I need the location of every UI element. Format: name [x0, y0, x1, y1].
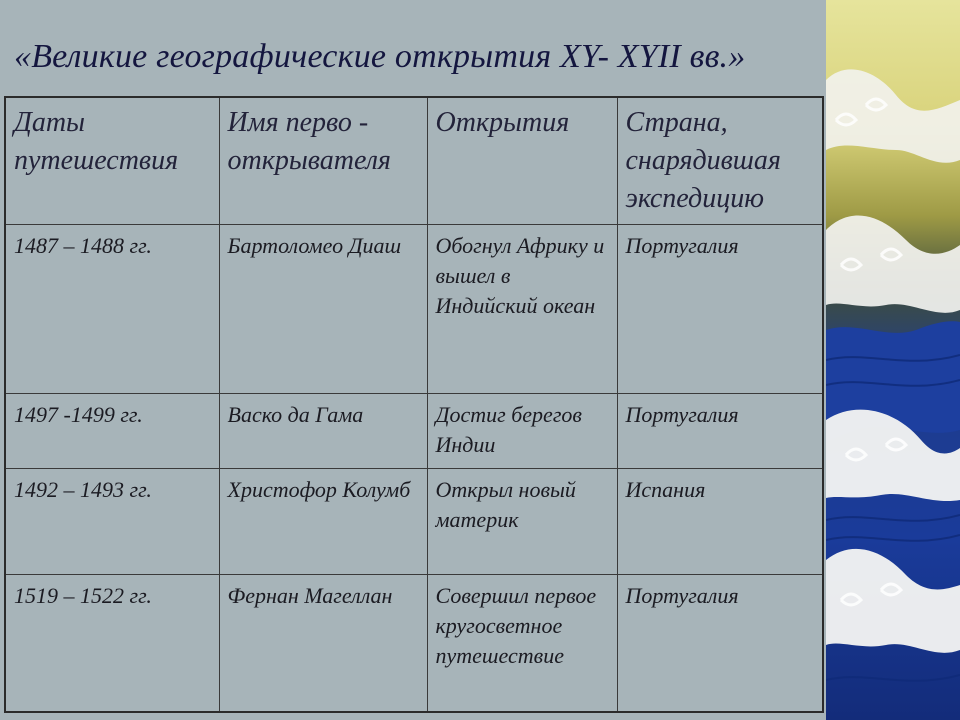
cell-dates: 1519 – 1522 гг.: [5, 575, 219, 713]
header-discoverer: Имя перво - открывателя: [219, 97, 427, 225]
table-row: [5, 469, 823, 575]
cell-discoverer: Фернан Магеллан: [219, 575, 427, 713]
cell-discovery: Обогнул Африку и вышел в Индийский океан: [427, 225, 617, 394]
header-country: Страна, снарядившая экспедицию: [617, 97, 823, 225]
cell-discovery: Открыл новый материк: [427, 469, 617, 575]
cell-discoverer: Христофор Колумб: [219, 469, 427, 575]
table-header-row: [5, 97, 823, 225]
cell-country: Португалия: [617, 575, 823, 713]
cell-discovery: Достиг берегов Индии: [427, 394, 617, 469]
cell-country: Португалия: [617, 225, 823, 394]
cell-dates: 1497 -1499 гг.: [5, 394, 219, 469]
discoveries-table: [4, 96, 824, 713]
header-discoveries: Открытия: [427, 97, 617, 225]
great-wave-decoration: [826, 0, 960, 720]
wave-art: [826, 0, 960, 720]
cell-discoverer: Бартоломео Диаш: [219, 225, 427, 394]
table-row: [5, 225, 823, 394]
slide-title: «Великие географические открытия XY- XYII вв.»: [14, 38, 746, 75]
cell-dates: 1487 – 1488 гг.: [5, 225, 219, 394]
table-row: [5, 575, 823, 713]
cell-dates: 1492 – 1493 гг.: [5, 469, 219, 575]
cell-country: Испания: [617, 469, 823, 575]
cell-discovery: Совершил первое кругосветное путешествие: [427, 575, 617, 713]
header-dates: Даты путешествия: [5, 97, 219, 225]
cell-discoverer: Васко да Гама: [219, 394, 427, 469]
table-row: [5, 394, 823, 469]
cell-country: Португалия: [617, 394, 823, 469]
